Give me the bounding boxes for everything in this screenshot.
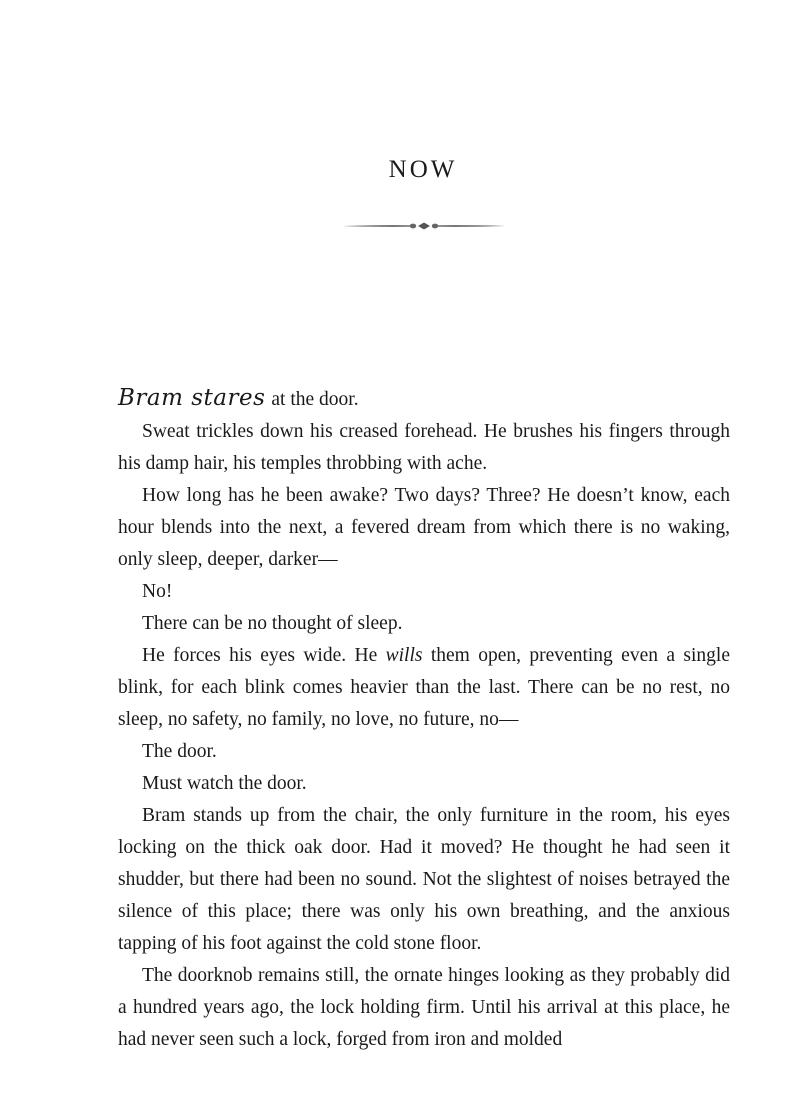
paragraph-opening: [118, 382, 730, 416]
paragraph-text: them open, preventing even a single blink, for each blink comes heavier than the last. There can be no rest, no sleep, no safety, no family, no love, no future, no—: [118, 645, 730, 730]
paragraph: How long has he been awake? Two days? Three? He doesn’t know, each hour blends into the next, a fevered dream from which there is no waking, only sleep, deeper, darker—: [118, 485, 730, 570]
paragraph: The doorknob remains still, the ornate hinges looking as they probably did a hundred years ago, the lock holding firm. Until his arrival at this place, he had never seen such a lock, forged from iron and molded: [118, 965, 730, 1050]
chapter-title: NOW: [388, 156, 458, 183]
paragraph: Bram stands up from the chair, the only furniture in the room, his eyes locking on the thick oak door. Had it moved? He thought he had seen it shudder, but there had been no sound. Not the slightest of noises betrayed the silence of this place; there was only his own breathing, and the anxious tapping of his foot against the cold stone floor.: [118, 805, 730, 954]
paragraph: No!: [142, 581, 173, 602]
chapter-ornament-divider: [342, 216, 506, 236]
paragraph: Must watch the door.: [142, 773, 307, 794]
paragraph: The door.: [142, 741, 217, 762]
paragraph: There can be no thought of sleep.: [142, 613, 403, 634]
paragraph: [118, 640, 730, 736]
emphasized-word: wills: [385, 645, 423, 666]
lead-in-words: Bram stares: [118, 385, 266, 411]
paragraph-text: at the door.: [271, 389, 359, 410]
chapter-body: [118, 382, 730, 1056]
paragraph: Sweat trickles down his creased forehead. He brushes his fingers through his damp hair, his temples throbbing with ache.: [118, 421, 730, 474]
paragraph-text: He forces his eyes wide. He: [142, 645, 386, 666]
